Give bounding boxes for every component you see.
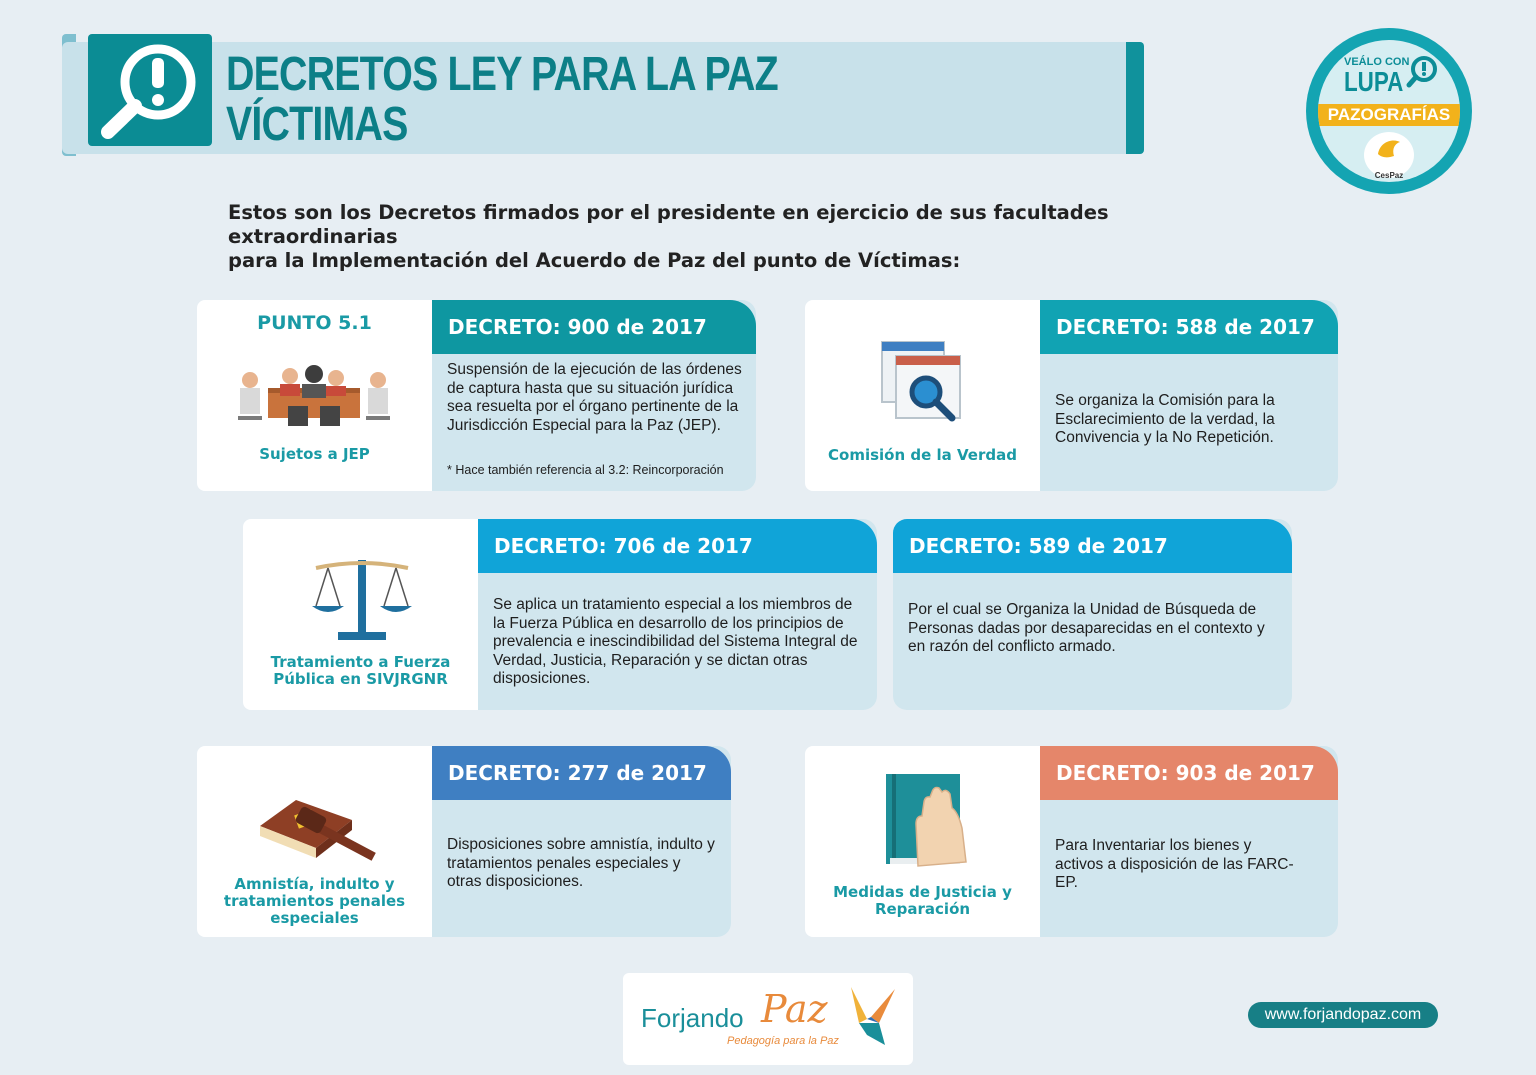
intro-line-1: Estos son los Decretos firmados por el presidente en ejercicio de sus facultades extraordinarias: [228, 201, 1109, 248]
decreto-header: DECRETO: 589 de 2017: [893, 519, 1292, 573]
punto-label: PUNTO 5.1: [257, 312, 372, 334]
card-label: Amnistía, indulto y tratamientos penales especiales: [223, 875, 406, 927]
card-label: Medidas de Justicia y Reparación: [833, 883, 1012, 918]
intro-line-2: para la Implementación del Acuerdo de Paz del punto de Víctimas:: [228, 249, 961, 272]
intro-text: [228, 201, 1248, 273]
badge-line-2: LUPA: [1344, 66, 1404, 97]
magnifier-alert-icon: [88, 34, 212, 146]
gavel-book-icon: [256, 792, 390, 866]
card-label: Comisión de la Verdad: [828, 446, 1017, 464]
window-search-icon: [878, 338, 968, 424]
scales-icon: [310, 556, 414, 642]
decreto-description: Por el cual se Organiza la Unidad de Búsqueda de Personas dadas por desaparecidas en el contexto y en razón del conflicto armado.: [908, 601, 1265, 655]
decreto-note: * Hace también referencia al 3.2: Reincorporación: [447, 463, 724, 477]
brand-tagline: Pedagogía para la Paz: [727, 1035, 839, 1047]
title-line-1: DECRETOS LEY PARA LA PAZ: [226, 48, 778, 101]
decreto-description: Disposiciones sobre amnistía, indulto y tratamientos penales especiales y otras disposiciones.: [447, 836, 715, 890]
badge-ribbon: PAZOGRAFÍAS: [1318, 104, 1460, 126]
hand-on-book-icon: [882, 772, 974, 872]
decreto-description: Para Inventariar los bienes y activos a disposición de las FARC-EP.: [1055, 837, 1294, 891]
title-line-2: VÍCTIMAS: [226, 98, 408, 151]
brand-paz: Paz: [761, 987, 828, 1031]
cespaz-text: CesPaz: [1374, 171, 1404, 180]
badge-inner: [1318, 40, 1460, 182]
header-icon-box: [88, 34, 212, 146]
badge-line-1: VEÁLO CON: [1344, 56, 1410, 68]
cespaz-logo: [1364, 132, 1414, 178]
decreto-header: DECRETO: 588 de 2017: [1040, 300, 1338, 354]
decreto-header: DECRETO: 277 de 2017: [432, 746, 731, 800]
page-title: [226, 50, 778, 150]
magnifier-icon: [1406, 54, 1440, 88]
decreto-header: DECRETO: 903 de 2017: [1040, 746, 1338, 800]
card-label: Sujetos a JEP: [259, 445, 370, 463]
forjando-paz-logo: [623, 973, 913, 1065]
brand-forjando: Forjando: [641, 1003, 744, 1033]
decreto-header: DECRETO: 706 de 2017: [478, 519, 877, 573]
decreto-description: Se organiza la Comisión para la Esclarecimiento de la verdad, la Convivencia y la No Repetición.: [1055, 392, 1275, 446]
website-link[interactable]: www.forjandopaz.com: [1248, 1002, 1438, 1028]
bird-icon: [837, 983, 907, 1053]
dove-icon: [1364, 132, 1414, 166]
meeting-icon: [228, 362, 400, 434]
decreto-header: DECRETO: 900 de 2017: [432, 300, 756, 354]
decreto-description: Se aplica un tratamiento especial a los miembros de la Fuerza Pública en desarrollo de los principios de prevalencia e inescindibilidad del Sistema Integral de Verdad, Justicia, Reparación y se dictan otras disposiciones.: [493, 596, 858, 687]
banner-edge: [1126, 42, 1144, 154]
decreto-description: Suspensión de la ejecución de las órdenes de captura hasta que su situación jurídica sea resuelta por el órgano pertinente de la Jurisdicción Especial para la Paz (JEP).: [447, 361, 742, 434]
card-label: Tratamiento a Fuerza Pública en SIVJRGNR: [270, 653, 451, 688]
